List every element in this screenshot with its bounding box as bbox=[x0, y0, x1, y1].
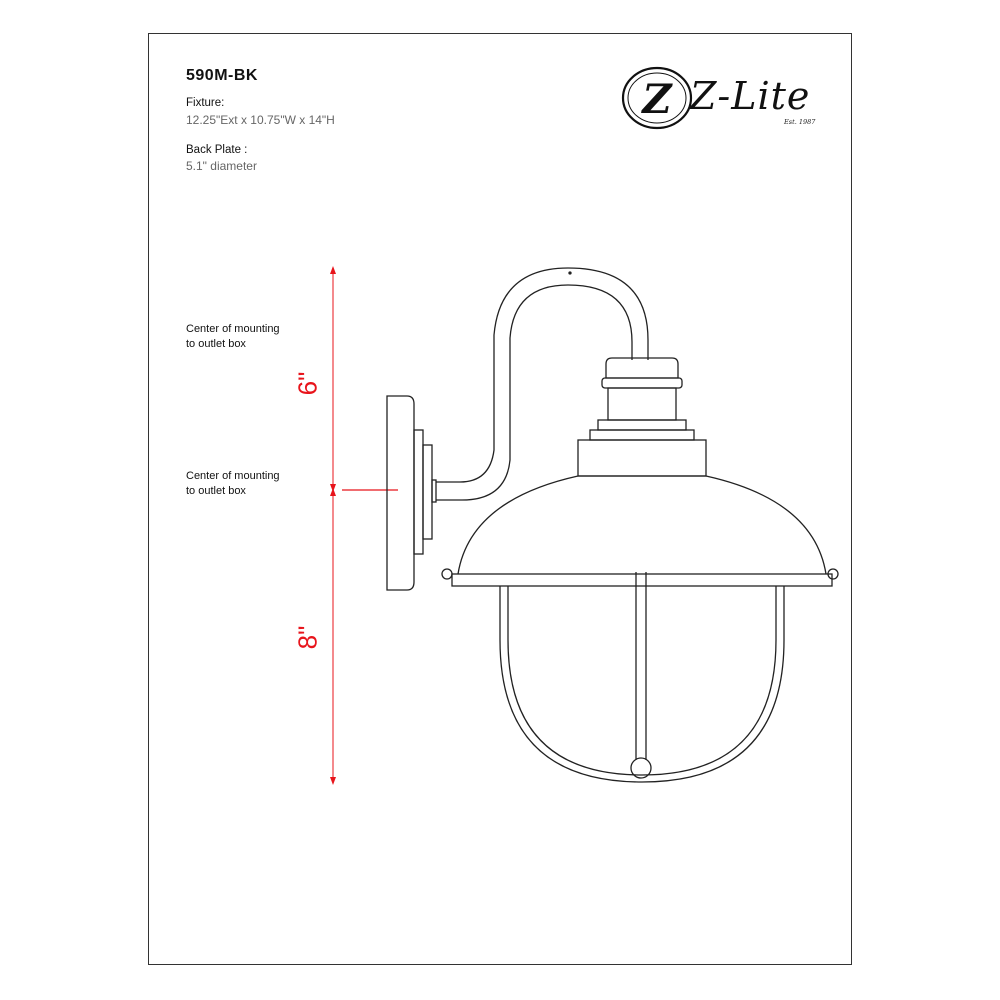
back-plate-step-1 bbox=[414, 430, 423, 554]
gooseneck-arm-inner bbox=[436, 285, 632, 500]
arrow-bottom-icon bbox=[330, 777, 336, 785]
arm-rivet bbox=[569, 272, 571, 274]
mounting-note-top-line1: Center of mounting bbox=[186, 323, 280, 335]
glass-globe bbox=[500, 586, 784, 782]
socket-base bbox=[578, 440, 706, 476]
logo-emblem-letter: Z bbox=[642, 76, 672, 123]
socket-collar-2 bbox=[590, 430, 694, 440]
backplate-diameter: 5.1" diameter bbox=[186, 159, 257, 173]
arrow-mid-down-icon bbox=[330, 488, 336, 496]
socket-body bbox=[608, 388, 676, 420]
fixture-label: Fixture: bbox=[186, 97, 225, 109]
logo-established: Est. 1987 bbox=[784, 118, 816, 126]
back-plate-step-2 bbox=[423, 445, 432, 539]
mounting-note-middle-line1: Center of mounting bbox=[186, 470, 280, 482]
arm-collar bbox=[432, 480, 436, 502]
dimension-lower: 8" bbox=[292, 625, 323, 650]
mounting-note-top-line2: to outlet box bbox=[186, 338, 246, 350]
mounting-note-middle-line2: to outlet box bbox=[186, 485, 246, 497]
dimension-lines bbox=[330, 266, 398, 785]
socket-ring bbox=[602, 378, 682, 388]
back-plate bbox=[387, 396, 414, 590]
shade-dome bbox=[458, 476, 826, 574]
dimension-upper: 6" bbox=[292, 371, 323, 396]
glass-globe-inner bbox=[508, 586, 776, 775]
logo-brand: Z-Lite bbox=[690, 74, 811, 118]
socket-cap bbox=[606, 358, 678, 378]
shade-rim bbox=[452, 574, 832, 586]
arrow-top-icon bbox=[330, 266, 336, 274]
fixture-dimensions: 12.25"Ext x 10.75"W x 14"H bbox=[186, 113, 335, 127]
socket-collar-1 bbox=[598, 420, 686, 430]
rim-bolt-left bbox=[442, 569, 452, 579]
fixture-outline bbox=[387, 268, 838, 782]
backplate-label: Back Plate : bbox=[186, 144, 248, 156]
model-number: 590M-BK bbox=[186, 67, 258, 84]
